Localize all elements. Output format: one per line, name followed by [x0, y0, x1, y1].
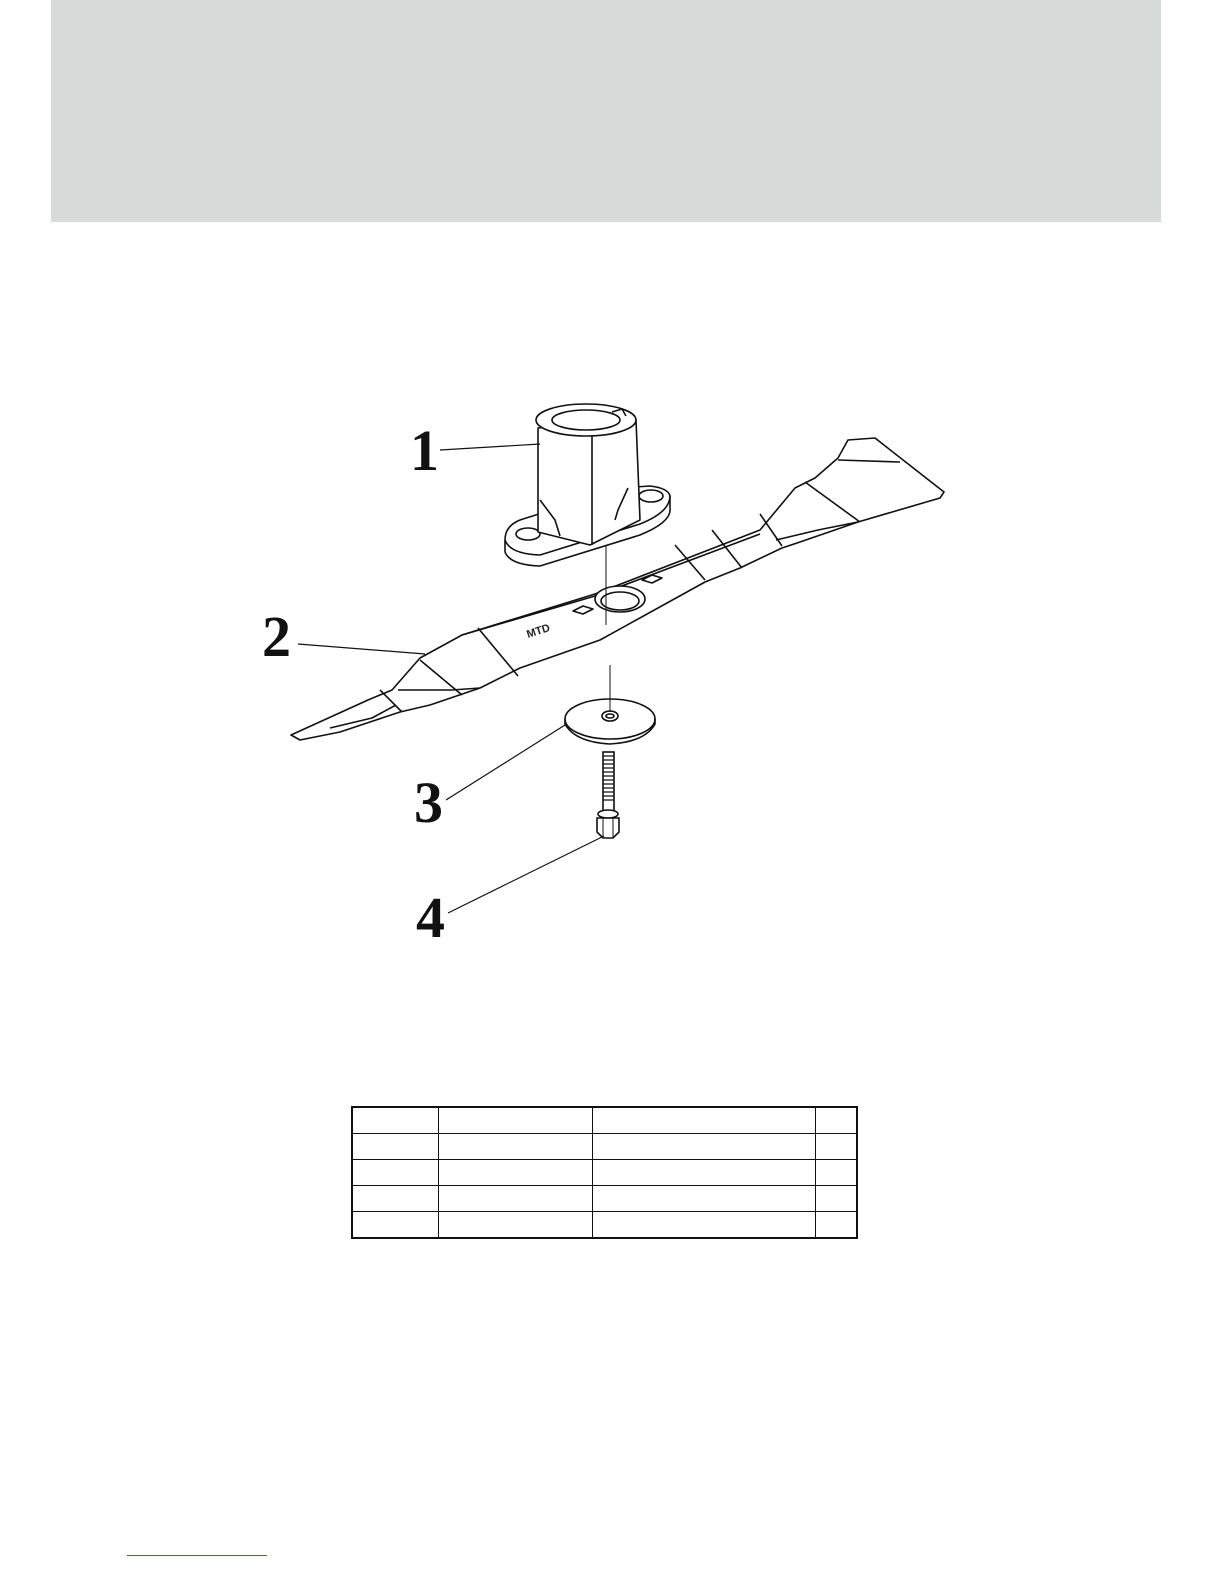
table-cell: [816, 1212, 858, 1239]
leader-line-2: [298, 644, 425, 654]
table-row: [352, 1186, 857, 1212]
table-cell: [593, 1212, 816, 1239]
table-cell: [352, 1160, 439, 1186]
blade-mark: MTD: [525, 622, 552, 641]
parts-table: [351, 1106, 858, 1239]
footer-rule: [127, 1555, 267, 1556]
table-cell: [816, 1107, 858, 1134]
leader-line-3: [446, 725, 565, 800]
table-cell: [439, 1186, 593, 1212]
callout-4: 4: [416, 885, 445, 950]
table-row: [352, 1160, 857, 1186]
table-cell: [352, 1107, 439, 1134]
table-cell: [593, 1134, 816, 1160]
table-row: [352, 1212, 857, 1239]
table-cell: [439, 1160, 593, 1186]
table-cell: [816, 1186, 858, 1212]
bolt: [597, 752, 619, 838]
callout-3: 3: [414, 770, 443, 835]
table-cell: [816, 1160, 858, 1186]
leader-line-4: [448, 836, 604, 913]
leader-line-1: [440, 444, 540, 450]
table-cell: [593, 1186, 816, 1212]
callout-2: 2: [262, 604, 291, 669]
parts-table-body: [352, 1107, 857, 1238]
table-cell: [816, 1134, 858, 1160]
table-cell: [352, 1212, 439, 1239]
table-cell: [593, 1160, 816, 1186]
table-row: [352, 1107, 857, 1134]
table-row: [352, 1134, 857, 1160]
callout-1: 1: [410, 418, 439, 483]
blade-adapter: [505, 404, 670, 566]
table-cell: [439, 1107, 593, 1134]
table-cell: [439, 1212, 593, 1239]
table-cell: [593, 1107, 816, 1134]
table-cell: [439, 1134, 593, 1160]
table-cell: [352, 1186, 439, 1212]
table-cell: [352, 1134, 439, 1160]
